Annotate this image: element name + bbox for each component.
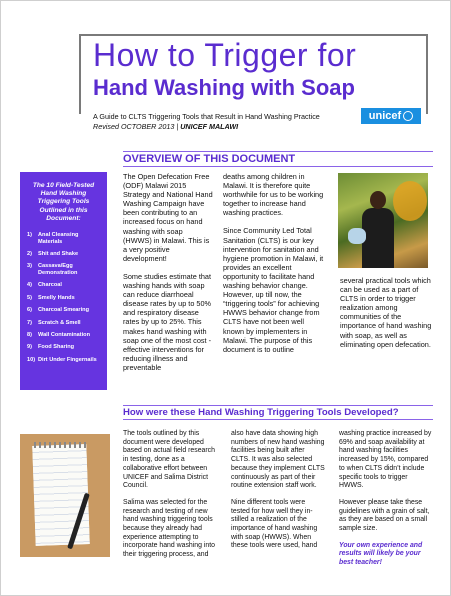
paragraph: several practical tools which can be used as a part of CLTS in order to trigger realization among communities of the importance of hand washing with soap, as well as eliminating open defecation. [340, 276, 432, 349]
list-item: 3) Cassava/Egg Demonstration [27, 263, 78, 276]
overview-heading: OVERVIEW OF THIS DOCUMENT [123, 153, 296, 165]
list-item: 8) Wall Contamination [27, 331, 90, 338]
list-item: 5) Smelly Hands [27, 294, 75, 301]
tools-sidebar [20, 172, 107, 390]
paragraph: deaths among children in Malawi. It is therefore quite worthwhile for us to be working together to increase hand washing practices. [223, 172, 324, 218]
list-item: 6) Charcoal Smearing [27, 307, 89, 314]
water-splash-shape [348, 228, 366, 244]
section-divider [123, 405, 433, 406]
person-shape [362, 208, 394, 268]
document-title: How to Trigger for [93, 37, 357, 73]
list-item: 2) Shit and Shake [27, 251, 79, 258]
sidebar-title: The 10 Field-Tested Hand Washing Triggering Tools Outlined in this Document: [32, 182, 95, 222]
list-item: 4) Charcoal [27, 282, 62, 289]
paragraph: Some studies estimate that washing hands with soap can reduce diarrhoeal disease rates by up to 50% and respiratory disease rates by up to 25%. This makes hand washing with soap one of the most cost -effective interventions for reducing illness and preventable [123, 271, 212, 372]
handwashing-photo [338, 173, 428, 268]
tree-shape [393, 181, 427, 221]
person-head-shape [370, 191, 386, 209]
paragraph: also have data showing high numbers of new hand washing facilities being built after CLTS. It was also selected because they implement CLTS continuously as part of their routine extension staff work. [231, 430, 325, 490]
document-subtitle: A Guide to CLTS Triggering Tools that Result in Hand Washing Practice [93, 112, 320, 121]
section-divider [123, 419, 433, 420]
list-item: 9) Food Sharing [27, 344, 75, 351]
development-column-2 [231, 430, 325, 559]
paragraph: Salima was selected for the research and testing of new hand washing triggering tools because they already had experience attempting to incorporate hand washing into their triggering process, and [123, 498, 215, 559]
document-title-subline: Hand Washing with Soap [93, 75, 355, 100]
tools-list [26, 232, 101, 363]
overview-column-1 [123, 172, 213, 381]
overview-column-2 [223, 172, 325, 363]
globe-icon [403, 111, 413, 121]
paragraph: However please take these guidelines with a grain of salt, as they are based on a small sample size. [339, 498, 430, 533]
paragraph: washing practice increased by 69% and soap availability at hand washing facilities increased by 15%, compared to when CLTS didn’t include specific tools to trigger HWWS. [339, 430, 432, 490]
development-column-1 [123, 430, 217, 568]
development-heading: How were these Hand Washing Triggering Tools Developed? [123, 407, 399, 418]
revision-org: UNICEF MALAWI [180, 122, 239, 131]
revision-line: Revised OCTOBER 2013 | UNICEF MALAWI [93, 122, 239, 131]
paragraph: Since Community Led Total Sanitation (CLTS) is our key intervention for sanitation and hygiene promotion in Malawi, it provides an excellent opportunity to facilitate hand washing behavior change. However, up till now, the “triggering tools” for achieving HWWS behavior change from CLTS have not been well known by implementers in Malawi. The purpose of this document is to outline [223, 226, 324, 354]
closing-note: Your own experience and results will likely be your best teacher! [339, 541, 423, 567]
section-divider [123, 151, 433, 152]
section-divider [123, 166, 433, 167]
overview-column-3 [340, 276, 432, 358]
logo-text: unicef [368, 110, 402, 122]
development-column-3 [339, 430, 433, 576]
notepad-shape [32, 444, 89, 546]
paragraph: The tools outlined by this document were developed based on actual field research in testing, done as a collaborative effort between UNICEF and Salima District Council. [123, 430, 215, 490]
notebook-photo [20, 434, 110, 557]
spiral-binding-shape [34, 442, 88, 448]
paragraph: Nine different tools were tested for how well they in-stilled a realization of the importance of hand washing with soap (HWWS). When these tools were used, hand [231, 498, 318, 550]
list-item: 7) Scratch & Smell [27, 319, 81, 326]
unicef-logo [361, 108, 421, 124]
paragraph: The Open Defecation Free (ODF) Malawi 2015 Strategy and National Hand Washing Campaign have been contributing to an increased focus on hand washing with soap (HWWS) in Malawi. This is a very positive development! [123, 172, 213, 263]
list-item: 10) Dirt Under Fingernails [27, 356, 97, 363]
list-item: 1) Anal Cleansing Materials [27, 232, 79, 245]
